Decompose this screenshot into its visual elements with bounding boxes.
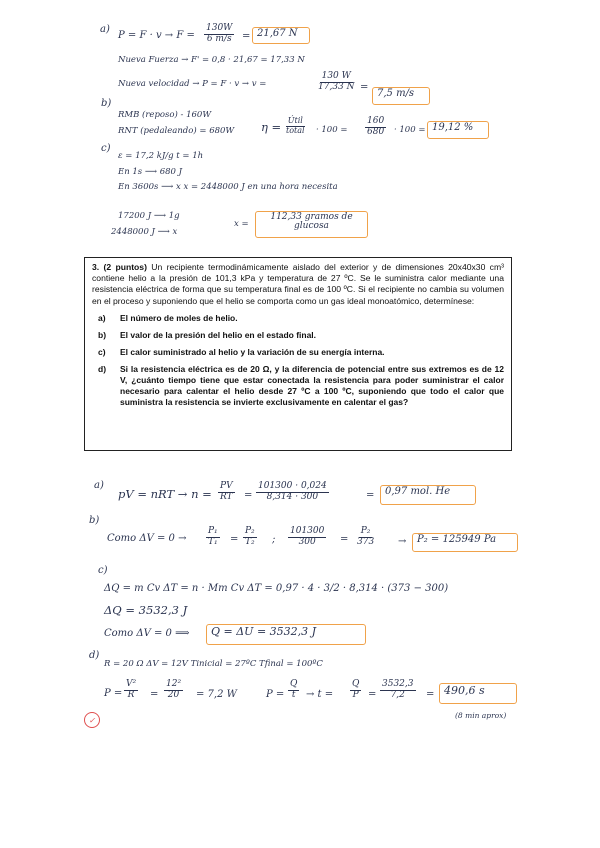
bottom-a-line: pV = nRT → n = <box>118 487 212 501</box>
answer-box-heat: Q = ΔU = 3532,3 J <box>206 624 366 645</box>
top-c-line4: 17200 J ⟶ 1g <box>118 211 180 221</box>
bottom-c-line1: ΔQ = m Cv ΔT = n · Mm Cv ΔT = 0,97 · 4 · 3/2 · 8,314 · (373 − 300) <box>104 583 449 594</box>
top-a-frac2: $\frac{130 W}{17,33 N}$ <box>318 71 355 92</box>
problem-item-c: c) El calor suministrado al helio y la variación de su energía interna. <box>98 346 385 357</box>
top-b-line2: RNT (pedaleando) = 680W <box>118 126 235 136</box>
top-b-frac1: Útil total <box>286 116 305 135</box>
top-b-line1: RMB (reposo) - 160W <box>118 110 212 120</box>
top-c-label: c) <box>101 143 111 154</box>
bottom-b-line: Como ΔV = 0 → <box>107 533 187 544</box>
top-c-line3: En 3600s ⟶ x x = 2448000 J en una hora necesita <box>118 182 338 192</box>
top-c-line5: 2448000 J ⟶ x <box>111 227 178 237</box>
top-c-line1: ε = 17,2 kJ/g t = 1h <box>118 151 204 161</box>
bottom-d-line1: R = 20 Ω ΔV = 12V Tinicial = 27ºC Tfinal = 100ºC <box>104 659 323 669</box>
top-a-line1: P = F · v → F = <box>118 30 195 41</box>
bottom-c-line2: ΔQ = 3532,3 J <box>104 603 188 617</box>
bottom-a-frac1: $\frac{PV}{RT}$ <box>220 481 233 502</box>
problem-item-a: a) El número de moles de helio. <box>98 312 238 323</box>
top-a-line2: Nueva Fuerza → F' = 0,8 · 21,67 = 17,33 N <box>118 55 305 65</box>
top-c-xeq: x = <box>234 219 249 229</box>
problem-text: Un recipiente termodinámicamente aislado del exterior y de dimensiones 20x40x30 cm³ contiene helio a la presión de 101,3 kPa y temperatura de 27 ºC. Se le suministra calor mediante una resistencia eléctrica de forma que su temperatura final es de 100 ºC. Si el recipiente no cambia su volumen en el proceso y suponiendo que el helio se comporta como un gas ideal monoatómico, determínese: <box>92 262 504 306</box>
answer-box-efficiency: 19,12 % <box>427 121 489 139</box>
bottom-d-note: (8 min aprox) <box>455 711 507 720</box>
problem-heading: 3. (2 puntos) <box>92 262 147 272</box>
answer-box-velocity: 7,5 m/s <box>372 87 430 105</box>
answer-box-glucose: 112,33 gramos de glucosa <box>255 211 368 238</box>
top-a-frac1: $\frac{130W}{6 m/s}$ <box>206 23 233 44</box>
answer-box-force: 21,67 N <box>252 27 310 44</box>
top-b-eta: η = <box>261 120 282 134</box>
top-b-frac2: $\frac{160}{680}$ <box>367 116 385 137</box>
top-b-times2: · 100 = <box>394 125 426 135</box>
answer-box-pressure: P₂ = 125949 Pa <box>412 533 518 552</box>
top-a-line3: Nueva velocidad → P = F · v → v = <box>118 79 267 89</box>
bottom-b-label: b) <box>89 515 100 526</box>
bottom-c-label: c) <box>98 565 108 576</box>
problem-item-b: b) El valor de la presión del helio en el estado final. <box>98 329 317 340</box>
problem-statement-box <box>84 257 512 451</box>
problem-item-d: d) Si la resistencia eléctrica es de 20 Ω, y la diferencia de potencial entre sus extremos es de 12 V, ¿cuánto tiempo tiene que estar conectada la resistencia para poder suministrar el calor necesario para calentar el helio desde 27 ºC a 100 ºC, suponiendo que todo el calor que suministra la resistencia se invierte exclusivamente en calentar el gas? <box>98 363 504 407</box>
top-a-label: a) <box>100 24 110 35</box>
top-c-line2: En 1s ⟶ 680 J <box>118 167 183 177</box>
red-circle-mark: ✓ <box>84 712 100 728</box>
top-b-times: · 100 = <box>316 125 348 135</box>
answer-box-moles: 0,97 mol. He <box>380 485 476 505</box>
bottom-c-line3: Como ΔV = 0 ⟹ <box>104 628 190 639</box>
answer-box-time: 490,6 s <box>439 683 517 704</box>
top-b-label: b) <box>101 98 112 109</box>
bottom-d-label: d) <box>89 650 100 661</box>
bottom-a-frac2: $\frac{101300 \cdot 0,024}{8,314 \cdot 300}$ <box>258 481 327 502</box>
problem-statement <box>92 262 504 307</box>
bottom-a-label: a) <box>94 480 104 491</box>
